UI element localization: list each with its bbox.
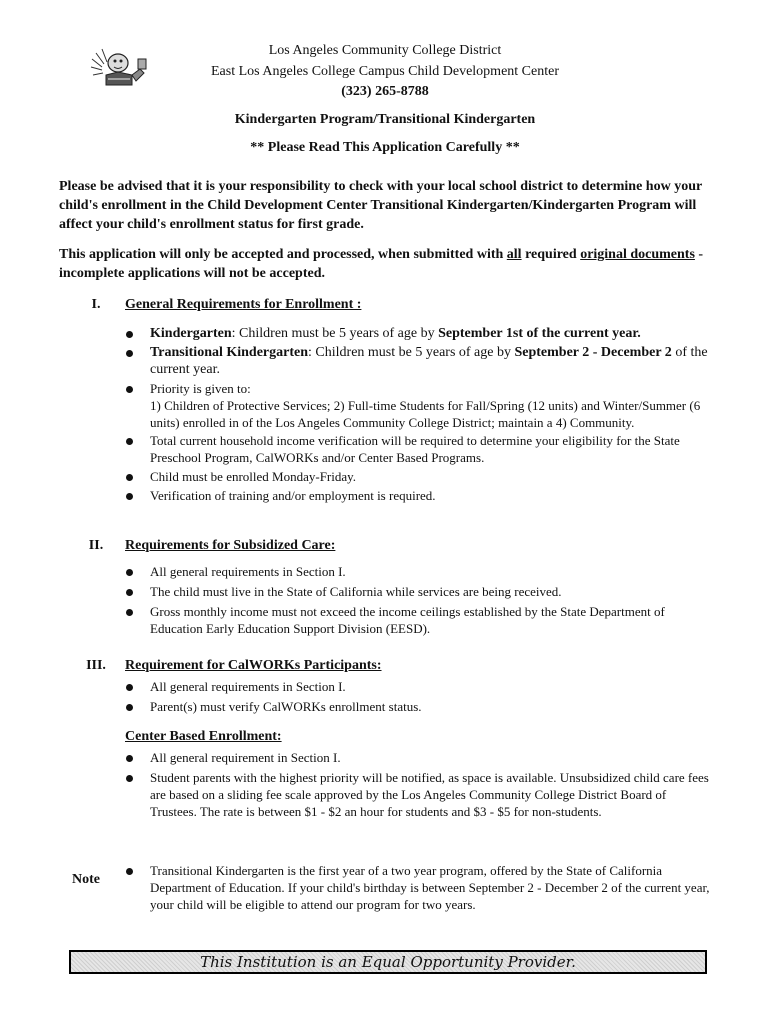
list-item: Total current household income verification will be required to determine your eligibility for the State Preschool Program, CalWORKs and/or Center Based Programs. bbox=[125, 432, 710, 466]
note-list bbox=[125, 862, 710, 913]
list-item: The child must live in the State of California while services are being received. bbox=[125, 583, 710, 600]
section-2-numeral: II. bbox=[88, 538, 104, 553]
list-item: All general requirements in Section I. bbox=[125, 678, 710, 695]
program-title: Kindergarten Program/Transitional Kindergarten bbox=[234, 112, 536, 127]
center-based-list bbox=[125, 749, 710, 820]
list-item: Child must be enrolled Monday-Friday. bbox=[125, 468, 710, 485]
center-name: East Los Angeles College Campus Child Development Center bbox=[211, 64, 559, 79]
section-2-list bbox=[125, 563, 710, 637]
section-3-list bbox=[125, 678, 710, 715]
equal-opportunity-banner bbox=[69, 950, 707, 974]
acceptance-paragraph: This application will only be accepted and processed, when submitted with all required original documents - incomplete applications will not be accepted. bbox=[59, 247, 704, 281]
read-carefully-notice: ** Please Read This Application Carefully ** bbox=[250, 140, 520, 155]
phone-number: (323) 265-8788 bbox=[341, 84, 429, 99]
section-1-list bbox=[125, 325, 710, 504]
section-3-title: Requirement for CalWORKs Participants: bbox=[125, 658, 382, 673]
list-item: Transitional Kindergarten: Children must be 5 years of age by September 2 - December 2 of the current year. bbox=[125, 344, 710, 378]
center-based-title: Center Based Enrollment: bbox=[125, 729, 282, 744]
advisory-paragraph: Please be advised that it is your responsibility to check with your local school district to determine how your child's enrollment in the Child Development Center Transitional Kindergarten/Kindergarten Program will affect your child's enrollment status for first grade. bbox=[59, 179, 702, 232]
section-3-numeral: III. bbox=[86, 658, 106, 673]
list-item: Kindergarten: Children must be 5 years of age by September 1st of the current year. bbox=[125, 325, 710, 342]
list-item: Parent(s) must verify CalWORKs enrollment status. bbox=[125, 698, 710, 715]
note-label: Note bbox=[72, 872, 100, 887]
list-item: Priority is given to: 1) Children of Protective Services; 2) Full-time Students for Fall/Spring (12 units) and Winter/Summer (6 units) enrolled in of the Los Angeles Community College District; maintain a 4) Community. bbox=[125, 380, 710, 431]
section-2-title: Requirements for Subsidized Care: bbox=[125, 538, 336, 553]
equal-opportunity-text: This Institution is an Equal Opportunity Provider. bbox=[200, 953, 576, 971]
list-item: All general requirements in Section I. bbox=[125, 563, 710, 580]
list-item: Gross monthly income must not exceed the income ceilings established by the State Department of Education Early Education Support Division (EESD). bbox=[125, 603, 710, 637]
district-name: Los Angeles Community College District bbox=[268, 43, 502, 58]
list-item: Transitional Kindergarten is the first year of a two year program, offered by the State of California Department of Education. If your child's birthday is between September 2 - December 2 of the current year, your child will be eligible to attend our program for two years. bbox=[125, 862, 710, 913]
section-1-numeral: I. bbox=[91, 297, 101, 312]
section-1-title: General Requirements for Enrollment : bbox=[125, 297, 362, 312]
list-item: Verification of training and/or employment is required. bbox=[125, 487, 710, 504]
list-item: All general requirement in Section I. bbox=[125, 749, 710, 766]
list-item: Student parents with the highest priority will be notified, as space is available. Unsubsidized child care fees are based on a sliding fee scale approved by the Los Angeles Community College District Board of Trustees. The rate is between $1 - $2 an hour for students and $3 - $5 for non-students. bbox=[125, 769, 710, 820]
